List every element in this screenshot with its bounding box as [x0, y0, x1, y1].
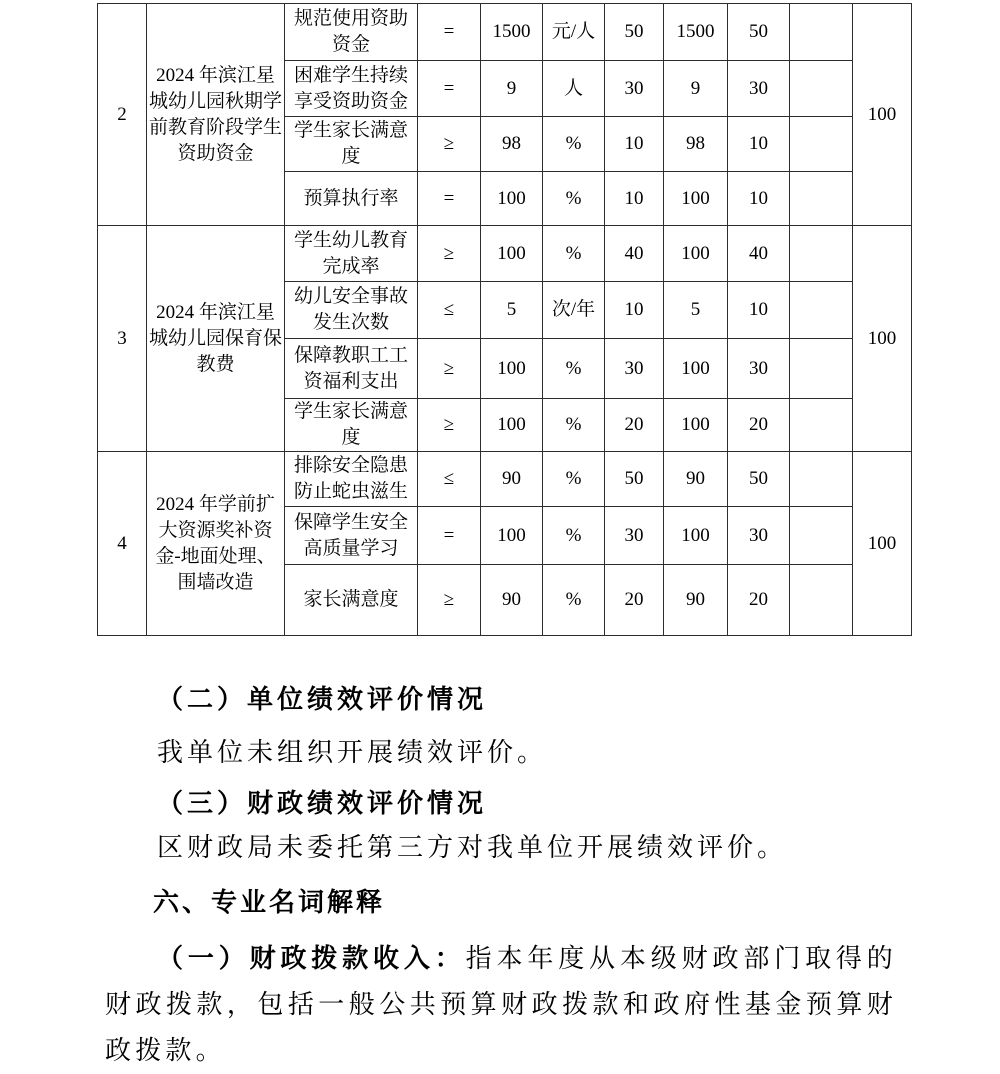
score-cell: 30 — [728, 339, 790, 399]
weight-cell: 40 — [605, 226, 664, 282]
paragraph-unit-performance-evaluation: 我单位未组织开展绩效评价。 — [157, 738, 548, 767]
empty-cell — [790, 61, 853, 117]
total-score-cell: 100 — [853, 452, 912, 636]
unit-cell: % — [543, 339, 605, 399]
empty-cell — [790, 452, 853, 507]
target-value-cell: 100 — [481, 507, 543, 565]
empty-cell — [790, 507, 853, 565]
heading-unit-performance-evaluation: （二）单位绩效评价情况 — [157, 685, 488, 714]
indicator-cell: 保障教职工工资福利支出 — [285, 339, 418, 399]
indicator-cell: 困难学生持续享受资助资金 — [285, 61, 418, 117]
operator-cell: ≥ — [418, 117, 481, 172]
project-name-cell: 2024 年滨江星城幼儿园保育保教费 — [147, 226, 285, 452]
empty-cell — [790, 117, 853, 172]
score-cell: 30 — [728, 61, 790, 117]
empty-cell — [790, 226, 853, 282]
row-no-cell: 4 — [98, 452, 147, 636]
empty-cell — [790, 172, 853, 226]
indicator-cell: 学生家长满意度 — [285, 117, 418, 172]
operator-cell: = — [418, 61, 481, 117]
actual-value-cell: 98 — [664, 117, 728, 172]
unit-cell: 次/年 — [543, 282, 605, 339]
target-value-cell: 1500 — [481, 4, 543, 61]
operator-cell: ≥ — [418, 226, 481, 282]
score-cell: 10 — [728, 172, 790, 226]
unit-cell: % — [543, 565, 605, 636]
unit-cell: % — [543, 226, 605, 282]
unit-cell: 元/人 — [543, 4, 605, 61]
target-value-cell: 100 — [481, 172, 543, 226]
heading-fiscal-performance-evaluation: （三）财政绩效评价情况 — [157, 789, 488, 818]
actual-value-cell: 9 — [664, 61, 728, 117]
empty-cell — [790, 565, 853, 636]
score-cell: 40 — [728, 226, 790, 282]
paragraph-term-fiscal-appropriation — [105, 936, 897, 1074]
indicator-cell: 预算执行率 — [285, 172, 418, 226]
actual-value-cell: 100 — [664, 226, 728, 282]
target-value-cell: 9 — [481, 61, 543, 117]
target-value-cell: 90 — [481, 452, 543, 507]
actual-value-cell: 90 — [664, 452, 728, 507]
score-cell: 50 — [728, 452, 790, 507]
term-lead-text: （一）财政拨款收入： — [157, 944, 466, 973]
weight-cell: 50 — [605, 452, 664, 507]
empty-cell — [790, 4, 853, 61]
empty-cell — [790, 339, 853, 399]
term-body-text: 指本年度从本级财政部门取得的财政拨款，包括一般公共预算财政拨款和政府性基金预算财政拨款。 — [105, 944, 897, 1065]
indicator-cell: 家长满意度 — [285, 565, 418, 636]
target-value-cell: 90 — [481, 565, 543, 636]
empty-cell — [790, 399, 853, 452]
indicator-cell: 学生家长满意度 — [285, 399, 418, 452]
target-value-cell: 100 — [481, 226, 543, 282]
total-score-cell: 100 — [853, 226, 912, 452]
target-value-cell: 98 — [481, 117, 543, 172]
weight-cell: 30 — [605, 507, 664, 565]
weight-cell: 10 — [605, 282, 664, 339]
target-value-cell: 100 — [481, 399, 543, 452]
unit-cell: % — [543, 117, 605, 172]
weight-cell: 10 — [605, 172, 664, 226]
unit-cell: % — [543, 172, 605, 226]
performance-indicator-table — [97, 3, 912, 636]
operator-cell: ≥ — [418, 399, 481, 452]
weight-cell: 10 — [605, 117, 664, 172]
actual-value-cell: 100 — [664, 399, 728, 452]
table-row — [98, 4, 912, 61]
paragraph-fiscal-performance-evaluation: 区财政局未委托第三方对我单位开展绩效评价。 — [157, 833, 788, 862]
weight-cell: 50 — [605, 4, 664, 61]
weight-cell: 20 — [605, 565, 664, 636]
operator-cell: = — [418, 172, 481, 226]
target-value-cell: 100 — [481, 339, 543, 399]
indicator-cell: 学生幼儿教育完成率 — [285, 226, 418, 282]
score-cell: 50 — [728, 4, 790, 61]
actual-value-cell: 100 — [664, 339, 728, 399]
actual-value-cell: 100 — [664, 172, 728, 226]
indicator-cell: 排除安全隐患防止蛇虫滋生 — [285, 452, 418, 507]
actual-value-cell: 90 — [664, 565, 728, 636]
score-cell: 10 — [728, 282, 790, 339]
score-cell: 20 — [728, 399, 790, 452]
indicator-cell: 幼儿安全事故发生次数 — [285, 282, 418, 339]
actual-value-cell: 5 — [664, 282, 728, 339]
table-row — [98, 226, 912, 282]
actual-value-cell: 1500 — [664, 4, 728, 61]
empty-cell — [790, 282, 853, 339]
project-name-cell: 2024 年学前扩大资源奖补资金-地面处理、围墙改造 — [147, 452, 285, 636]
table-row — [98, 452, 912, 507]
weight-cell: 30 — [605, 339, 664, 399]
indicator-cell: 保障学生安全高质量学习 — [285, 507, 418, 565]
indicator-cell: 规范使用资助资金 — [285, 4, 418, 61]
score-cell: 20 — [728, 565, 790, 636]
weight-cell: 30 — [605, 61, 664, 117]
weight-cell: 20 — [605, 399, 664, 452]
total-score-cell: 100 — [853, 4, 912, 226]
operator-cell: ≤ — [418, 452, 481, 507]
row-no-cell: 3 — [98, 226, 147, 452]
row-no-cell: 2 — [98, 4, 147, 226]
unit-cell: % — [543, 399, 605, 452]
score-cell: 30 — [728, 507, 790, 565]
project-name-cell: 2024 年滨江星城幼儿园秋期学前教育阶段学生资助资金 — [147, 4, 285, 226]
operator-cell: ≥ — [418, 339, 481, 399]
actual-value-cell: 100 — [664, 507, 728, 565]
heading-terminology: 六、专业名词解释 — [153, 887, 386, 917]
unit-cell: % — [543, 452, 605, 507]
unit-cell: % — [543, 507, 605, 565]
score-cell: 10 — [728, 117, 790, 172]
operator-cell: = — [418, 507, 481, 565]
unit-cell: 人 — [543, 61, 605, 117]
operator-cell: ≤ — [418, 282, 481, 339]
operator-cell: = — [418, 4, 481, 61]
target-value-cell: 5 — [481, 282, 543, 339]
operator-cell: ≥ — [418, 565, 481, 636]
